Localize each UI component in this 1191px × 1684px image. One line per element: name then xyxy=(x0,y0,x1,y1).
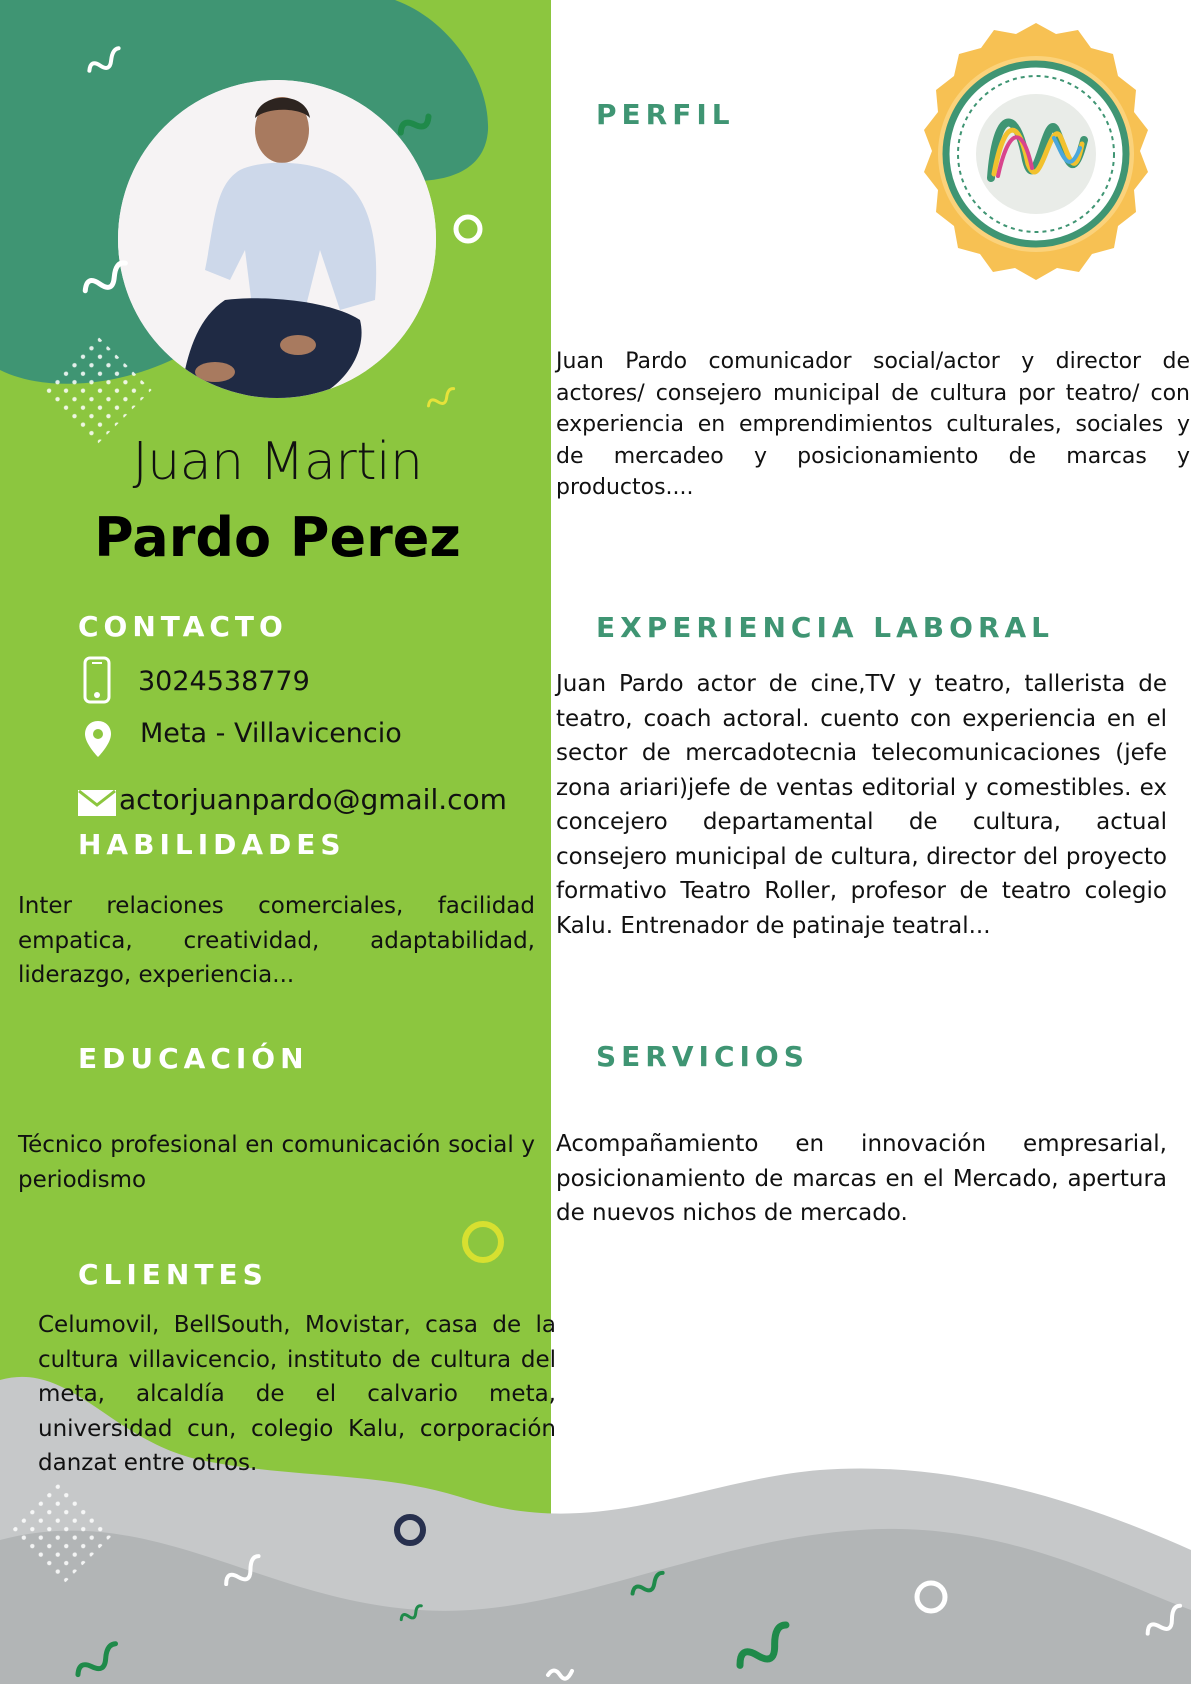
clients-text: Celumovil, BellSouth, Movistar, casa de la cultura villavicencio, instituto de cultura del meta, alcaldía de el calvario meta, universidad cun, colegio Kalu, corporación danzat entre otros. xyxy=(38,1312,556,1476)
services-heading: SERVICIOS xyxy=(596,1040,809,1073)
phone-icon xyxy=(82,656,112,704)
location-pin-icon xyxy=(84,720,112,758)
experience-text: Juan Pardo actor de cine,TV y teatro, tallerista de teatro, coach actoral. cuento con experiencia en el sector de mercadotecnia telecomunicaciones (jefe zona ariari)jefe de ventas editorial y comestibles. ex concejero departamental de cultura, actual consejero municipal de cultura, director del proyecto formativo Teatro Roller, profesor de teatro colegio Kalu. Entrenador de patinaje teatral... xyxy=(556,671,1167,939)
contact-email[interactable]: actorjuanpardo@gmail.com xyxy=(119,783,507,816)
clients-heading: CLIENTES xyxy=(78,1258,268,1291)
first-name: Juan Martin xyxy=(132,432,423,492)
certification-badge xyxy=(924,23,1148,280)
profile-text: Juan Pardo comunicador social/actor y director de actores/ consejero municipal de cultura por teatro/ con experiencia en emprendimientos culturales, sociales y de mercadeo y posicionamiento de marcas y productos.... xyxy=(556,349,1190,500)
mail-icon xyxy=(78,790,116,816)
profile-heading: PERFIL xyxy=(596,98,735,131)
skills-text: Inter relaciones comerciales, facilidad empatica, creatividad, adaptabilidad, liderazgo, experiencia... xyxy=(18,893,535,988)
education-text: Técnico profesional en comunicación social y periodismo xyxy=(18,1132,535,1193)
services-text: Acompañamiento en innovación empresarial, posicionamiento de marcas en el Mercado, apertura de nuevos nichos de mercado. xyxy=(556,1131,1167,1226)
experience-heading: EXPERIENCIA LABORAL xyxy=(596,611,1055,644)
contact-location: Meta - Villavicencio xyxy=(140,718,402,749)
contact-heading: CONTACTO xyxy=(78,610,288,643)
contact-phone: 3024538779 xyxy=(138,666,310,697)
education-heading: EDUCACIÓN xyxy=(78,1042,309,1075)
skills-heading: HABILIDADES xyxy=(78,828,346,861)
last-name: Pardo Perez xyxy=(94,506,461,569)
